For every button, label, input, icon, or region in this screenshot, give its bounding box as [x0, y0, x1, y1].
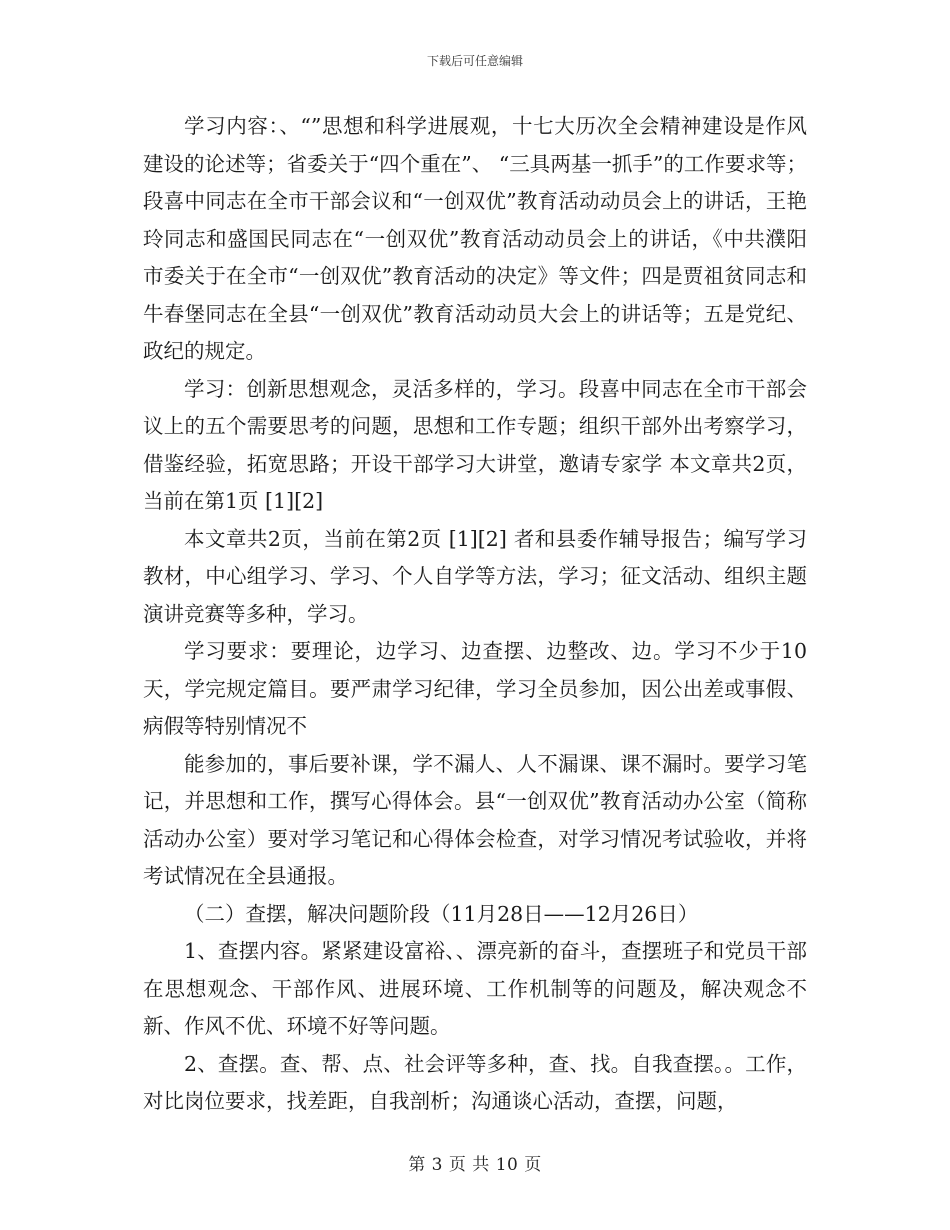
- section-heading-stage-two: （二）查摆，解决问题阶段（11月28日——12月26日）: [184, 901, 699, 926]
- paragraph-study-requirements: 学习要求：要理论，边学习、边查摆、边整改、边。学习不少于10天，学完规定篇目。要严肃学习纪律，学习全员参加，因公出差或事假、病假等特别情况不: [143, 639, 807, 738]
- document-body: [143, 108, 807, 1121]
- paragraph-study-method-continued: 本文章共2页，当前在第2页 [1][2] 者和县委作辅导报告；编写学习教材，中心组学习、学习、个人自学等方法，学习；征文活动、组织主题演讲竞赛等多种，学习。: [143, 526, 807, 626]
- paragraph-study-content: 学习内容：、“”思想和科学进展观，十七大历次全会精神建设是作风建设的论述等；省委关于“四个重在”、 “三具两基一抓手”的工作要求等；段喜中同志在全市干部会议和“一创双优”教育活动动员会上的讲话，王艳玲同志和盛国民同志在“一创双优”教育活动动员会上的讲话，《中共濮阳市委关于在全市“一创双优”教育活动的决定》等文件；四是贾祖贫同志和牛春堡同志在全县“一创双优”教育活动动员大会上的讲话等；五是党纪、政纪的规定。: [143, 114, 807, 363]
- page-header: 下载后可任意编辑: [426, 54, 523, 68]
- paragraph-study-method: 学习：创新思想观念，灵活多样的，学习。段喜中同志在全市干部会议上的五个需要思考的问题，思想和工作专题；组织干部外出考察学习，借鉴经验，拓宽思路；开设干部学习大讲堂，邀请专家学 本文章共2页，当前在第1页 [1][2]: [143, 376, 807, 513]
- paragraph-review-content: 1、查摆内容。紧紧建设富裕、、漂亮新的奋斗，查摆班子和党员干部在思想观念、干部作风、进展环境、工作机制等的问题及，解决观念不新、作风不优、环境不好等问题。: [143, 939, 807, 1038]
- paragraph-review-method: 2、查摆。查、帮、点、社会评等多种，查、找。自我查摆。。工作，对比岗位要求，找差距，自我剖析；沟通谈心活动，查摆，问题，: [143, 1051, 807, 1113]
- page-number-footer: 第 3 页 共 10 页: [408, 1155, 542, 1175]
- paragraph-study-requirements-continued: 能参加的，事后要补课，学不漏人、人不漏课、课不漏时。要学习笔记，并思想和工作，撰写心得体会。县“一创双优”教育活动办公室（简称活动办公室）要对学习笔记和心得体会检查，对学习情况考试验收，并将考试情况在全县通报。: [143, 751, 807, 888]
